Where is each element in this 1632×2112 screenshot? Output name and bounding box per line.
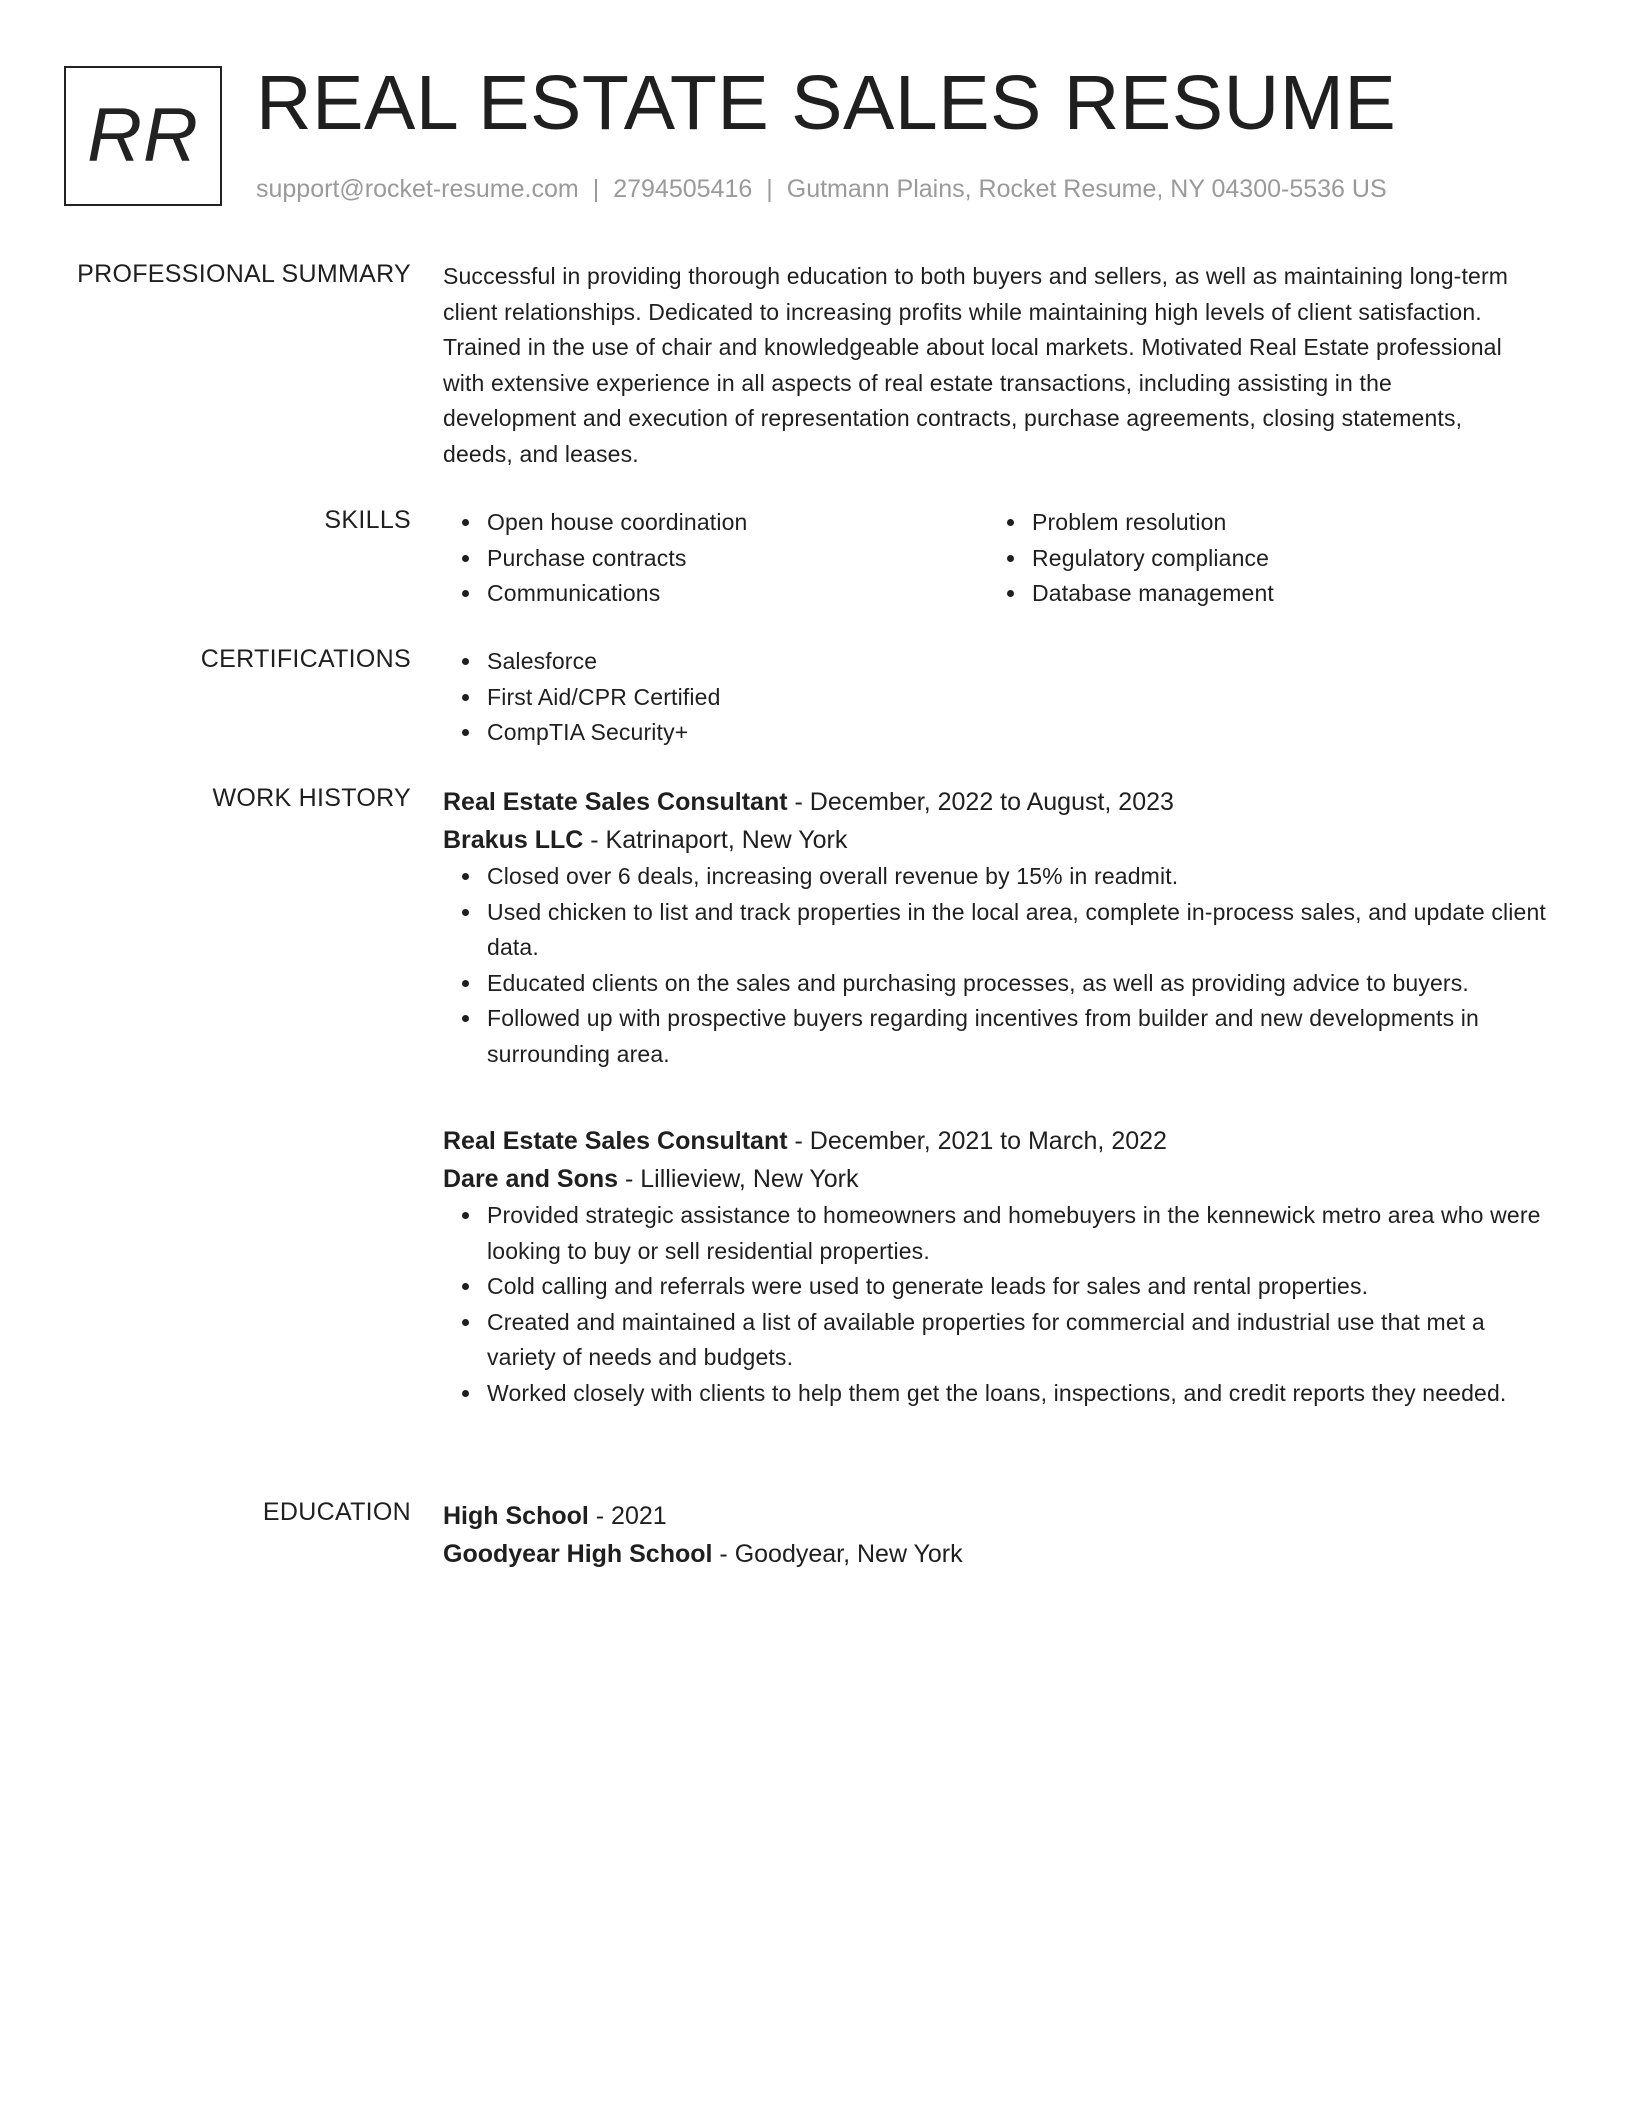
job-duty: Followed up with prospective buyers regarding incentives from builder and new developments in surrounding area. — [487, 1001, 1557, 1072]
section-heading: PROFESSIONAL SUMMARY — [77, 260, 411, 288]
job-entry — [443, 783, 1553, 1073]
certifications-list — [443, 644, 1553, 751]
skill-item: Problem resolution — [1032, 505, 1532, 541]
job-company: Dare and Sons — [443, 1165, 619, 1193]
skill-item: Regulatory compliance — [1032, 541, 1532, 577]
job-entry — [443, 1122, 1553, 1412]
section-heading: CERTIFICATIONS — [200, 645, 411, 673]
section-heading: SKILLS — [324, 506, 411, 534]
resume-title: REAL ESTATE SALES RESUME — [256, 60, 1397, 146]
skills-body — [443, 505, 1553, 612]
certifications-body — [443, 644, 1553, 751]
education-location: - Goodyear, New York — [712, 1540, 963, 1568]
skills-column — [987, 505, 1532, 612]
job-company-line — [443, 821, 1553, 859]
education-school-line — [443, 1535, 1553, 1573]
summary-text: Successful in providing thorough education to both buyers and sellers, as well as maintaining long-term client relationships. Dedicated to increasing profits while maintaining high levels of client satisfaction. Trained in the use of chair and knowledgeable about local markets. Motivated Real Estate professional with extensive experience in all aspects of real estate transactions, including assisting in the development and execution of representation contracts, purchase agreements, closing statements, deeds, and leases. — [443, 263, 1509, 467]
job-title: Real Estate Sales Consultant — [443, 788, 788, 816]
certification-item: First Aid/CPR Certified — [487, 680, 1553, 716]
summary-body — [443, 259, 1553, 473]
job-company-line — [443, 1160, 1553, 1198]
job-duty: Used chicken to list and track properties in the local area, complete in-process sales, and update client data. — [487, 895, 1557, 966]
job-title-line — [443, 783, 1553, 821]
education-degree: High School — [443, 1502, 589, 1530]
job-dates: - December, 2021 to March, 2022 — [787, 1127, 1167, 1155]
skill-item: Open house coordination — [487, 505, 987, 541]
monogram-initials: RR — [87, 93, 199, 178]
contact-separator: | — [592, 175, 600, 203]
job-duty: Cold calling and referrals were used to generate leads for sales and rental properties. — [487, 1269, 1557, 1305]
job-duty: Provided strategic assistance to homeowners and homebuyers in the kennewick metro area who were looking to buy or sell residential properties. — [487, 1198, 1557, 1269]
job-dates: - December, 2022 to August, 2023 — [787, 788, 1174, 816]
education-body — [443, 1497, 1553, 1573]
certification-item: CompTIA Security+ — [487, 715, 1553, 751]
job-title: Real Estate Sales Consultant — [443, 1127, 788, 1155]
contact-phone: 2794505416 — [613, 175, 753, 203]
education-year: - 2021 — [588, 1502, 667, 1530]
education-degree-line — [443, 1497, 1553, 1535]
section-heading: WORK HISTORY — [212, 784, 411, 812]
skill-item: Purchase contracts — [487, 541, 987, 577]
job-duty: Closed over 6 deals, increasing overall revenue by 15% in readmit. — [487, 859, 1557, 895]
job-location: - Katrinaport, New York — [583, 826, 848, 854]
skill-item: Database management — [1032, 576, 1532, 612]
certification-item: Salesforce — [487, 644, 1553, 680]
contact-line — [256, 174, 1387, 204]
skill-item: Communications — [487, 576, 987, 612]
job-duties — [443, 859, 1553, 1073]
contact-address: Gutmann Plains, Rocket Resume, NY 04300-5536 US — [786, 175, 1387, 203]
skills-column — [443, 505, 987, 612]
job-location: - Lillieview, New York — [618, 1165, 859, 1193]
job-duty: Created and maintained a list of available properties for commercial and industrial use that met a variety of needs and budgets. — [487, 1305, 1557, 1376]
education-school: Goodyear High School — [443, 1540, 713, 1568]
job-title-line — [443, 1122, 1553, 1160]
monogram-logo — [64, 66, 222, 206]
section-heading: EDUCATION — [262, 1498, 411, 1526]
job-duty: Educated clients on the sales and purchasing processes, as well as providing advice to buyers. — [487, 966, 1557, 1002]
contact-email: support@rocket-resume.com — [256, 175, 579, 203]
job-duty: Worked closely with clients to help them get the loans, inspections, and credit reports they needed. — [487, 1376, 1557, 1412]
job-company: Brakus LLC — [443, 826, 584, 854]
contact-separator: | — [766, 175, 773, 203]
job-duties — [443, 1198, 1553, 1412]
